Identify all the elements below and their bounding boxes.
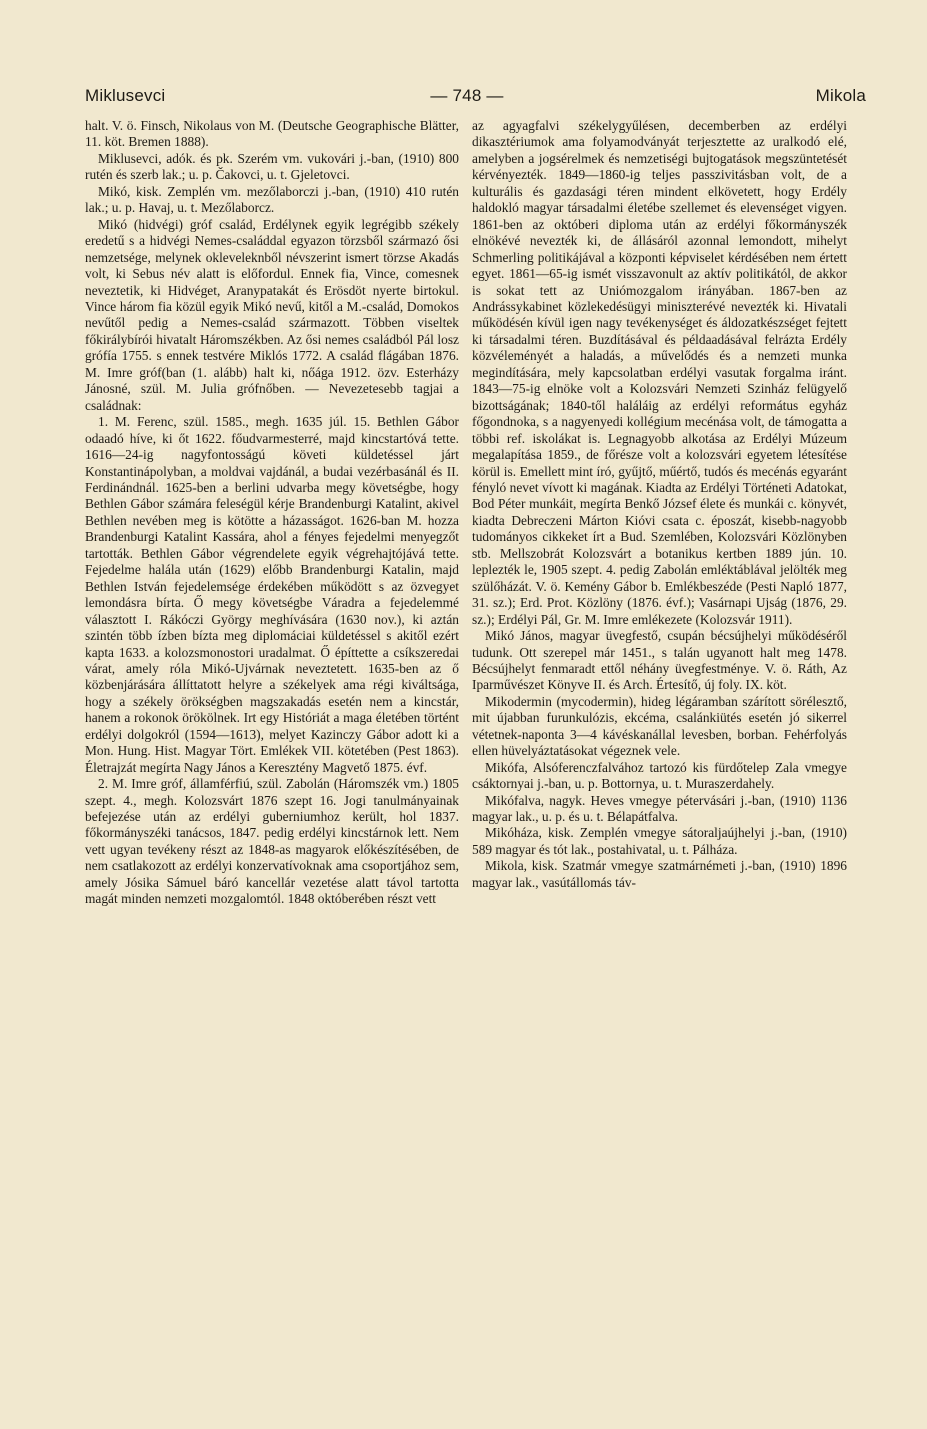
paragraph: halt. V. ö. Finsch, Nikolaus von M. (Deutsche Geographische Blätter, 11. köt. Bremen 1888). [85,118,459,150]
entry-mikola: Mikola, kisk. Szatmár vmegye szatmárnémeti j.-ban, (1910) 1896 magyar lak., vasútállomás táv- [472,858,847,890]
entry-mikofa: Mikófa, Alsóferenczfalvához tartozó kis fürdőtelep Zala vmegye csáktornyai j.-ban, u. p. Bottornya, u. t. Muraszerdahely. [472,759,847,792]
right-text-column [472,118,847,891]
entry-miko-imre: 2. M. Imre gróf, államférfiú, szül. Zabolán (Háromszék vm.) 1805 szept. 4., megh. Kolozsvárt 1876 szept 16. Jogi tanulmányainak befejezése után az erdélyi guberniumhoz került, hol 1837. főkormányszéki tanácsos, 1847. pedig erdélyi kincstárnok lett. Nem vett ugyan tevékeny részt az 1848-as magyarok előkészítésében, de nem csatlakozott az erdélyi konzervatívoknak ama csoportjához sem, amely Jósika Sámuel báró kancellár vezetése alatt távol tartotta magát minden nemzeti mozgalomtól. 1848 októberében részt vett [85,776,459,907]
entry-miko-village: Mikó, kisk. Zemplén vm. mezőlaborczi j.-ban, (1910) 410 rutén lak.; u. p. Havaj, u. t. Mezőlaborcz. [85,183,459,216]
entry-mikodermin: Mikodermin (mycodermin), hideg légáramban szárított sörélesztő, mit újabban furunkulózis, ekcéma, csalánkiütés esetén jó sikerrel vétetnek-naponta 3—4 kávéskanállal levesben, borban. Fehérfolyás ellen hüvelyáztatásokat végeznek vele. [472,693,847,759]
paragraph: az agyagfalvi székelygyűlésen, decemberben az erdélyi dikasztériumok ama folyamodványát terjesztette az uralkodó elé, amelyben a jogsérelmek és nemzetiségi bujtogatások megszüntetését kérvényezték. 1849—1860-ig teljes passzivitásban volt, de a kulturális és gazdasági téren mindent elkövetett, hogy Erdély haldokló magyar társadalmi életébe szellemet és elevenséget vigyen. 1861-ben az októberi diploma után az erdélyi főkormányszék elnökévé nevezték ki, de állásáról azonnal lemondott, mihelyt Schmerling politikájával a központi képviselet kérdésében nem értett egyet. 1861—65-ig ismét visszavonult az aktív politikától, de akkor is sokat tett az Uniómozgalom irányában. 1867-ben az Andrássykabinet közlekedésügyi miniszterévé nevezték ki. Hivatali működésén kívül igen nagy tevékenységet és áldozatkészséget fejtett ki társadalmi téren. Buzdításával és példaadásával felrázta Erdély közvéleményét a haladás, a művelődés és a nemzeti munka megindítására, mely kapcsolatban erdélyi vasutak forgalma iránt. 1843—75-ig elnöke volt a Kolozsvári Nemzeti Szinház felügyelő bizottságának; 1840-től haláláig az erdélyi református egyház főgondnoka, s a nagyenyedi kollégium mecénása volt, de támogatta a többi ref. iskolákat is. Legnagyobb alkotása az Erdélyi Múzeum megalapítása 1859., de főrésze volt a kolozsvári egyetem létesítése körül is. Emellett mint író, gyűjtő, műértő, tudós és mecénás egyaránt fényló nevet vívott ki magának. Kiadta az Erdélyi Történeti Adatokat, Bod Péter munkáit, megírta Benkő József élete és munkái c. könyvét, kiadta Debreczeni Márton Kióvi csata c. époszát, kisebb-nagyobb tudományos cikkeket írt a Bud. Szemlében, Kolozsvári Közlönyben stb. Mellszobrát Kolozsvárt a botanikus kertben 1889 jún. 10. leplezték le, 1905 szept. 4. pedig Zabolán emléktáblával jelölték meg szülőházát. V. ö. Kemény Gábor b. Emlékbeszéde (Pesti Napló 1877, 31. sz.); Erd. Prot. Közlöny (1876. évf.); Vasárnapi Ujság (1876, 29. sz.); Erdélyi Pál, Gr. M. Imre emlékezete (Kolozsvár 1911). [472,118,847,627]
page-number: — 748 — [430,86,504,105]
running-head-right: Mikola [815,86,866,105]
entry-mikohaza: Mikóháza, kisk. Zemplén vmegye sátoraljaújhelyi j.-ban, (1910) 589 magyar és tót lak., postahivatal, u. t. Pálháza. [472,825,847,857]
entry-mikofalva: Mikófalva, nagyk. Heves vmegye pétervásári j.-ban, (1910) 1136 magyar lak., u. p. és u. t. Bélapátfalva. [472,792,847,825]
entry-miko-ferenc: 1. M. Ferenc, szül. 1585., megh. 1635 júl. 15. Bethlen Gábor odaadó híve, ki őt 1622. főudvarmesterré, majd kincstartóvá tette. 1616—24-ig nagyfontosságú követi küldetéssel járt Konstantinápolyban, a moldvai vajdánál, a budai vezérbasánál és II. Ferdinándnál. 1625-ben a berlini udvarba megy követségbe, hogy Bethlen Gábor számára feleségül kérje Brandenburgi Katalint, akivel Bethlen nevében meg is kötötte a házasságot. 1626-ban M. hozza Brandenburgi Katalint Kassára, ahol a fényes fejedelmi menyegzőt tartották. Bethlen Gábor végrendelete egyik végrehajtójává tette. Fejedelme halála után (1629) előbb Brandenburgi Katalin, majd Bethlen István fejedelemsége érdekében működött s az özvegyet lemondásra bírta. Ő megy követségbe Váradra a fejedelemmé választott I. Rákóczi György meghívására (1630 nov.), ki aztán szintén több ízben bízta meg diplomáciai küldetéssel s akitől ezért kapta 1633. a kolozsmonostori uradalmat. Ő építtette a csíkszeredai várat, amely róla Mikó-Ujvárnak neveztetett. 1635-ben az ő közbenjárására állíttatott helyre a székelyek ama régi kiváltsága, hogy a székely örökségben magszakadás esetén nem a kincstár, hanem a rokonok örökölnek. Irt egy Históriát a maga életében történt erdélyi dolgokról (1594—1613), melyet Kazinczy Gábor adott ki a Mon. Hung. Hist. Magyar Tört. Emlékek VII. kötetében (Pest 1863). Életrajzát megírta Nagy János a Keresztény Magvető 1875. évf. [85,414,459,775]
entry-miklusevci: Miklusevci, adók. és pk. Szerém vm. vukovári j.-ban, (1910) 800 rutén és szerb lak.; u. p. Čakovci, u. t. Gjeletovci. [85,150,459,183]
left-text-column [85,118,459,908]
entry-miko-janos: Mikó János, magyar üvegfestő, csupán bécsújhelyi működéséről tudunk. Ott szerepel már 1451., s talán ugyanott halt meg 1478. Bécsújhelyt fenmaradt ettől néhány üvegfestménye. V. ö. Ráth, Az Iparművészet Könyve II. és Arch. Értesítő, új foly. IX. köt. [472,628,847,693]
running-head-left: Miklusevci [85,86,166,105]
entry-miko-family: Mikó (hidvégi) gróf család, Erdélynek egyik legrégibb székely eredetű s a hidvégi Nemes-családdal egyazon törzsből származó ősi nemzetsége, melynek okleveleknből névszerint ismert törzse Akadás volt, ki Sebus név alatt is előfordul. Ennek fia, Vince, comesnek neveztetik, ki Hidvéget, Aranypatakát és Erösdöt nyerte birtokul. Vince három fia közül egyik Mikó nevű, kitől a M.-család, Domokos nevűtől pedig a Nemes-család származott. Többen viseltek főkirálybírói hivatalt Háromszékben. Az ősi nemes családból Pál losz grófía 1755. s ennek testvére Miklós 1772. A család flágában 1876. M. Imre gróf(ban (1. alább) halt ki, nőága 1912. özv. Esterházy Jánosné, szül. M. Julia grófnőben. — Nevezetesebb tagjai a családnak: [85,216,459,413]
